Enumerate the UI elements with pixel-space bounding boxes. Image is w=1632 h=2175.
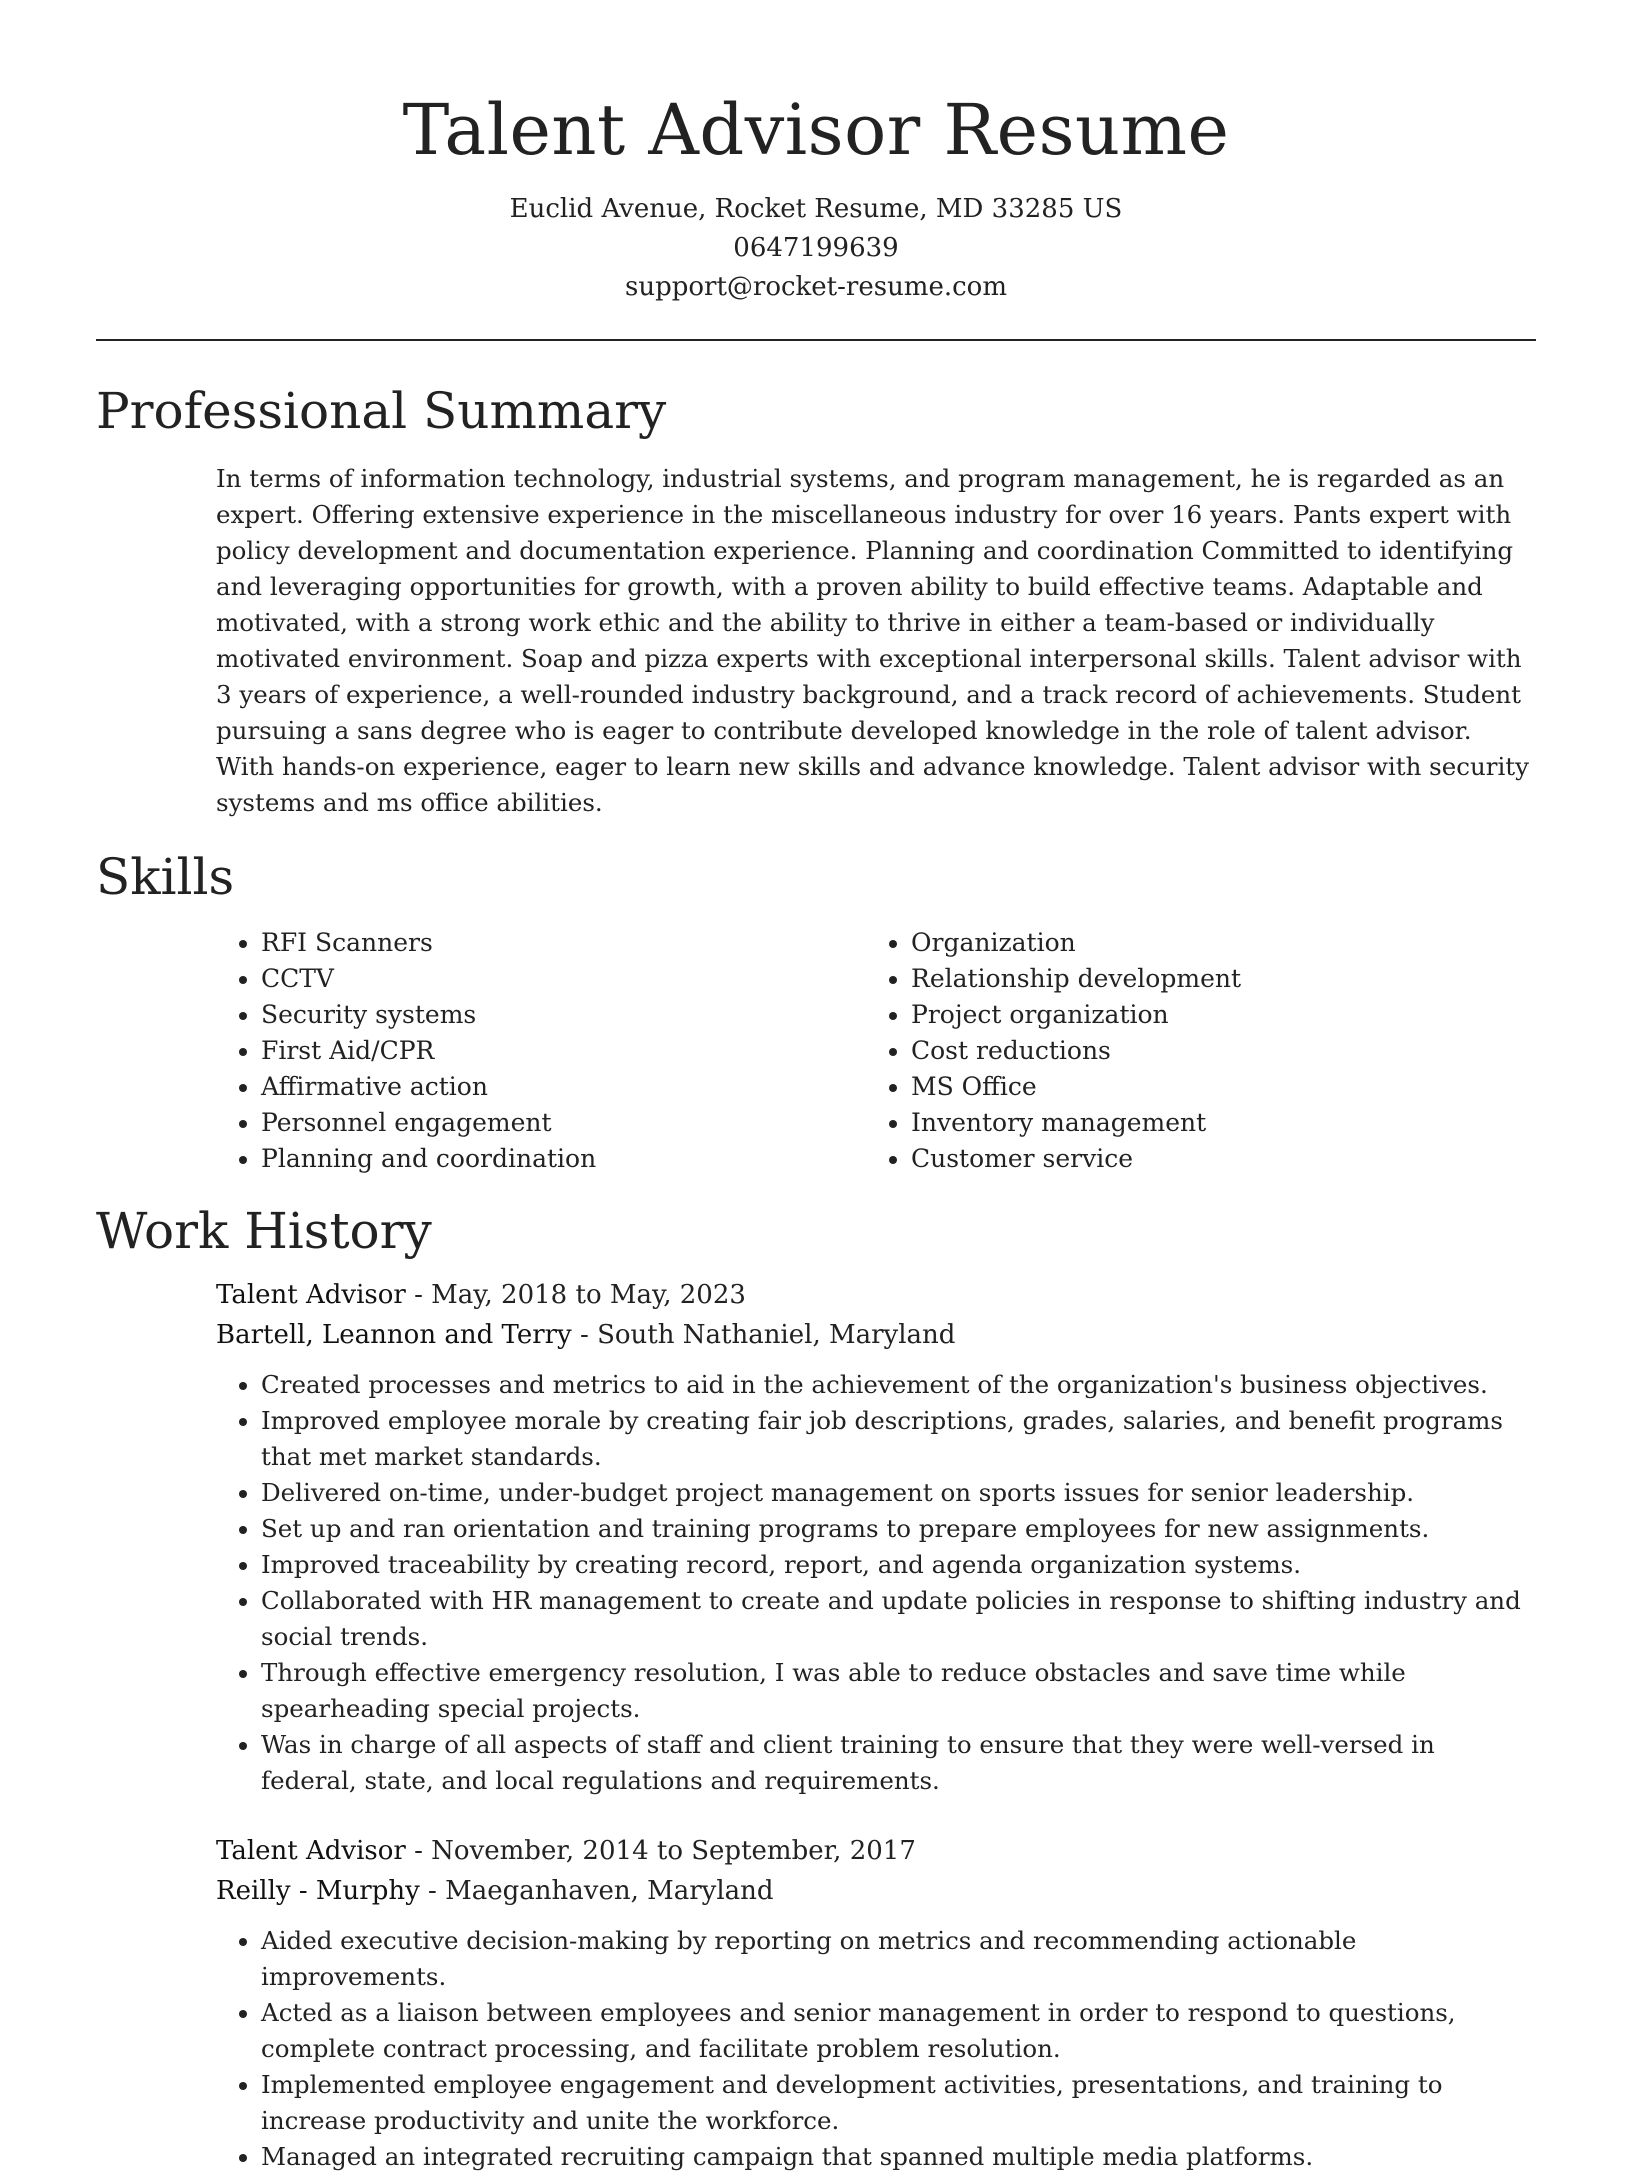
skill-item: • Organization — [911, 925, 1516, 961]
job-duties — [216, 1367, 1536, 1799]
job-duty: • Created processes and metrics to aid in the achievement of the organization's business objectives. — [261, 1367, 1536, 1403]
job-duty: • Improved employee morale by creating fair job descriptions, grades, salaries, and benefit programs that met market standards. — [261, 1403, 1536, 1475]
job-entry — [216, 1275, 1536, 1799]
page-title: Talent Advisor Resume — [402, 89, 1230, 171]
summary-text: In terms of information technology, industrial systems, and program management, he is regarded as an expert. Offering extensive experience in the miscellaneous industry for over 16 years. Pants expert with policy development and documentation experience. Planning and coordination Committed to identifying and leveraging opportunities for growth, with a proven ability to build effective teams. Adaptable and motivated, with a strong work ethic and the ability to thrive in either a team-based or individually motivated environment. Soap and pizza experts with exceptional interpersonal skills. Talent advisor with 3 years of experience, a well-rounded industry background, and a track record of achievements. Student pursuing a sans degree who is eager to contribute developed knowledge in the role of talent advisor. With hands-on experience, eager to learn new skills and advance knowledge. Talent advisor with security systems and ms office abilities. — [216, 464, 1529, 817]
header-divider — [96, 339, 1536, 341]
skills-list — [216, 925, 1536, 1177]
job-duty: • Aided executive decision-making by reporting on metrics and recommending actionable improvements. — [261, 1923, 1536, 1995]
skill-item: • CCTV — [261, 961, 866, 997]
job-title-line: Talent Advisor - May, 2018 to May, 2023 — [216, 1280, 746, 1310]
skill-item: • Project organization — [911, 997, 1516, 1033]
skills-column-right — [866, 925, 1516, 1177]
contact-address: Euclid Avenue, Rocket Resume, MD 33285 US — [509, 194, 1123, 224]
work-history-heading: Work History — [96, 1202, 432, 1260]
job-company: Reilly - Murphy — [216, 1876, 420, 1906]
job-location: Maeganhaven, Maryland — [445, 1876, 774, 1906]
job-duty: • Set up and ran orientation and training programs to prepare employees for new assignments. — [261, 1511, 1536, 1547]
skill-item: • Affirmative action — [261, 1069, 866, 1105]
skill-item: • Planning and coordination — [261, 1141, 866, 1177]
job-duty: • Delivered on-time, under-budget project management on sports issues for senior leadership. — [261, 1475, 1536, 1511]
job-duty: • Was in charge of all aspects of staff and client training to ensure that they were well-versed in federal, state, and local regulations and requirements. — [261, 1727, 1536, 1799]
skill-item: • RFI Scanners — [261, 925, 866, 961]
job-duty: • Through effective emergency resolution, I was able to reduce obstacles and save time while spearheading special projects. — [261, 1655, 1536, 1727]
job-title-line: Talent Advisor - November, 2014 to September, 2017 — [216, 1836, 916, 1866]
resume-header — [96, 0, 1536, 307]
skills-column-left — [216, 925, 866, 1177]
job-duties — [216, 1923, 1536, 2175]
job-entry — [216, 1831, 1536, 2175]
job-duty: • Acted as a liaison between employees and senior management in order to respond to questions, complete contract processing, and facilitate problem resolution. — [261, 1995, 1536, 2067]
skill-item: • Security systems — [261, 997, 866, 1033]
contact-phone: 0647199639 — [733, 233, 899, 263]
skill-item: • Cost reductions — [911, 1033, 1516, 1069]
skill-item: • Inventory management — [911, 1105, 1516, 1141]
job-dates: November, 2014 to September, 2017 — [431, 1836, 916, 1866]
skill-item: • Personnel engagement — [261, 1105, 866, 1141]
contact-email: support@rocket-resume.com — [624, 272, 1007, 302]
job-company-line: Reilly - Murphy - Maeganhaven, Maryland — [216, 1876, 774, 1906]
skill-item: • MS Office — [911, 1069, 1516, 1105]
skill-item: • Relationship development — [911, 961, 1516, 997]
job-dates: May, 2018 to May, 2023 — [431, 1280, 746, 1310]
contact-info — [96, 190, 1536, 307]
job-duty: • Improved traceability by creating record, report, and agenda organization systems. — [261, 1547, 1536, 1583]
job-location: South Nathaniel, Maryland — [597, 1320, 956, 1350]
skill-item: • Customer service — [911, 1141, 1516, 1177]
job-company: Bartell, Leannon and Terry — [216, 1320, 572, 1350]
job-title: Talent Advisor — [216, 1280, 406, 1310]
job-company-line: Bartell, Leannon and Terry - South Nathaniel, Maryland — [216, 1320, 956, 1350]
job-duty: • Managed an integrated recruiting campaign that spanned multiple media platforms. — [261, 2139, 1536, 2175]
summary-heading: Professional Summary — [96, 382, 667, 440]
skills-heading: Skills — [96, 848, 235, 906]
job-duty: • Implemented employee engagement and development activities, presentations, and training to increase productivity and unite the workforce. — [261, 2067, 1536, 2139]
job-title: Talent Advisor — [216, 1836, 406, 1866]
job-duty: • Collaborated with HR management to create and update policies in response to shifting industry and social trends. — [261, 1583, 1536, 1655]
skill-item: • First Aid/CPR — [261, 1033, 866, 1069]
